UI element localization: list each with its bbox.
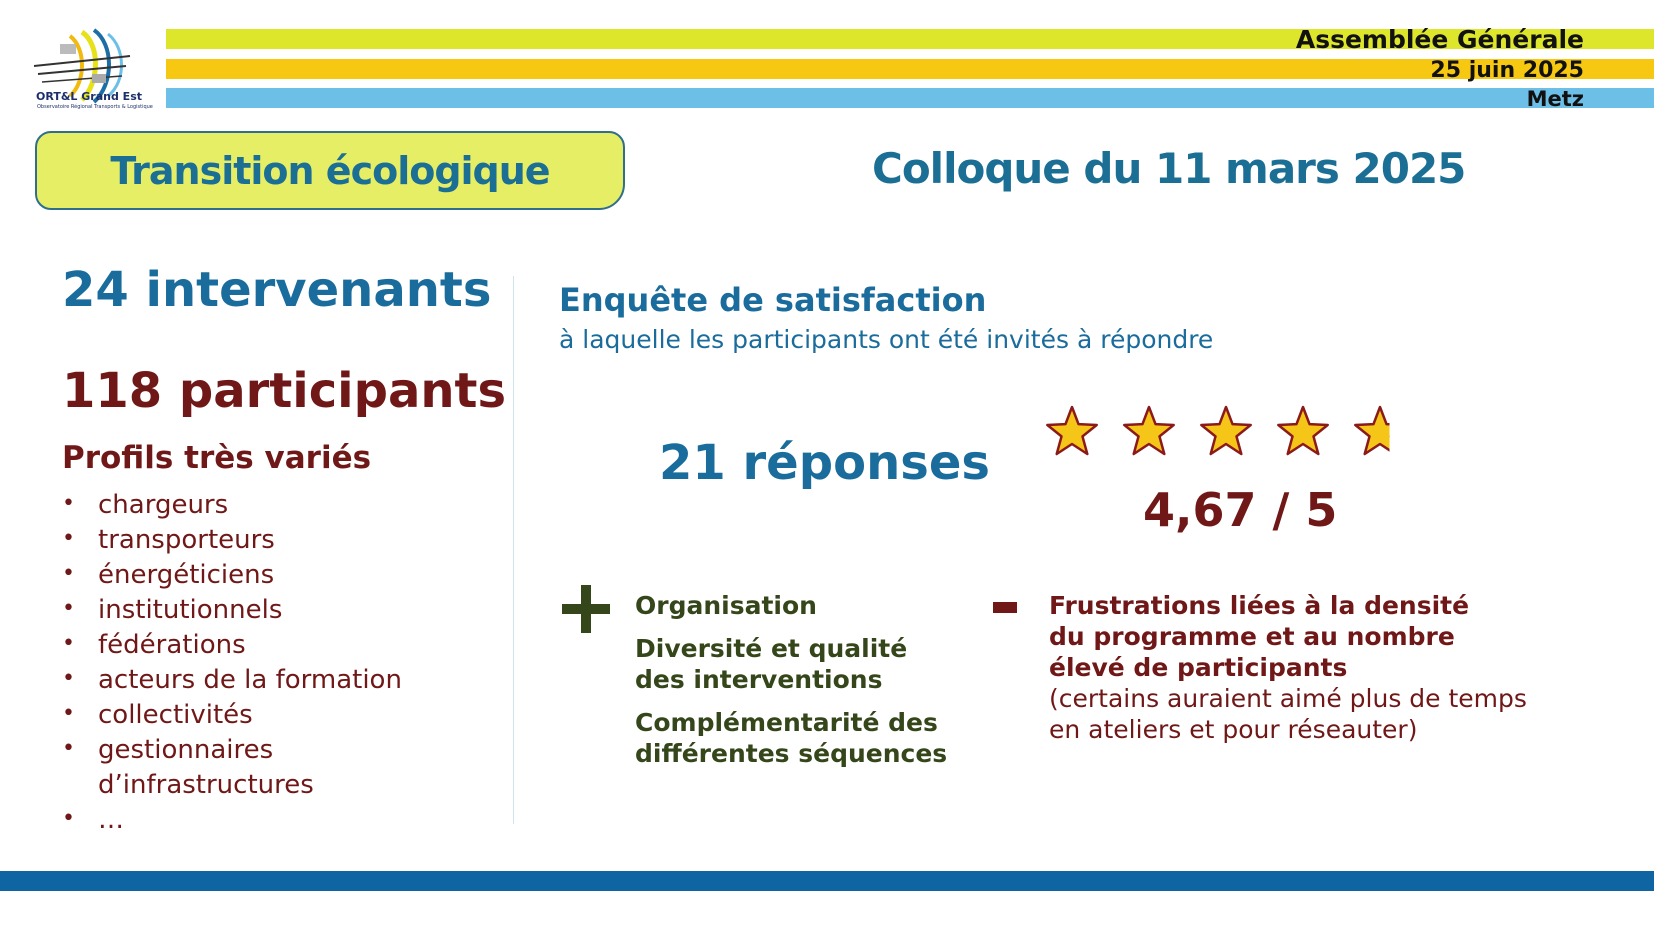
participants-count: 118 participants [62,363,507,419]
negative-line: du programme et au nombre [1049,622,1455,651]
negative-line: Frustrations liées à la densité [1049,591,1470,620]
logo-subtitle: Observatoire Régional Transports & Logistique [37,104,153,110]
theme-title: Transition écologique [110,148,550,193]
negative-line: élevé de participants [1049,653,1348,682]
star-icon [1355,407,1394,454]
list-item: • acteurs de la formation [62,663,402,698]
star-icon [1278,407,1327,454]
list-item: • fédérations [62,628,402,663]
header-event-date: 25 juin 2025 [1430,58,1584,83]
star-icon [1124,407,1173,454]
positive-item: Diversité et qualité des interventions [635,634,908,694]
logo-name: ORT&L Grand Est [36,90,142,103]
list-item: • transporteurs [62,523,402,558]
rating-value: 4,67 / 5 [1143,483,1338,537]
positive-item: Complémentarité des différentes séquences [635,708,948,768]
speakers-count: 24 intervenants [62,262,492,318]
theme-box [35,131,625,210]
colloque-title: Colloque du 11 mars 2025 [872,144,1466,193]
list-item: • institutionnels [62,593,402,628]
list-item: • gestionnaires [62,733,402,768]
list-item-continuation: d’infrastructures [98,770,314,800]
column-divider [513,276,514,824]
list-item: • chargeurs [62,488,402,523]
survey-subtitle: à laquelle les participants ont été invités à répondre [559,325,1214,354]
list-item: • collectivités [62,698,402,733]
negative-note: en ateliers et pour réseauter) [1049,715,1418,744]
header-event-place: Metz [1526,87,1584,111]
list-item: • énergéticiens [62,558,402,593]
star-icon [1201,407,1250,454]
profiles-title: Profils très variés [62,440,372,476]
plus-icon [562,585,610,633]
survey-title: Enquête de satisfaction [559,281,987,319]
star-icon [1047,407,1096,454]
positives-list [635,590,955,781]
profiles-list [62,488,402,838]
responses-count: 21 réponses [659,435,990,491]
negative-note: (certains auraient aimé plus de temps [1049,684,1527,713]
positive-item: Organisation [635,591,817,620]
list-item: • … [62,803,402,838]
header-band-blue [166,88,1654,108]
negatives-block [1049,590,1609,745]
minus-icon [993,602,1017,613]
rating-stars [1042,404,1394,462]
header-event-title: Assemblée Générale [1295,25,1584,54]
footer-band [0,871,1654,891]
